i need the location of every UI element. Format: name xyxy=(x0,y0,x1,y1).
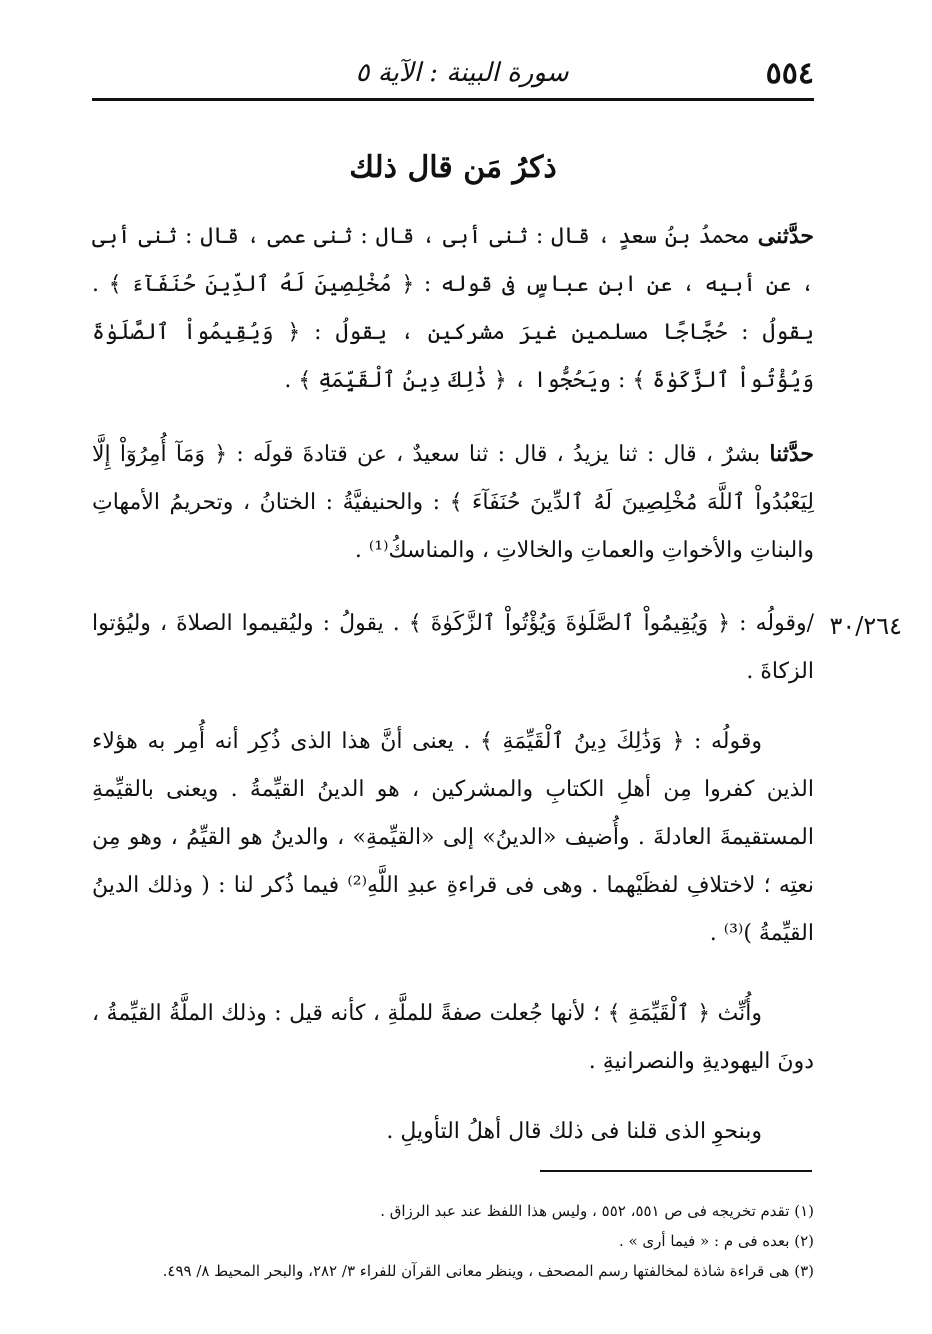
footnote-3: (٣) هى قراءة شاذة لمخالفتها رسم المصحف ، وينظر معانى القرآن للفراء ٣/ ٢٨٢، والبحر المحيط ٨/ ٤٩٩. xyxy=(162,1262,814,1280)
running-title: سورة البينة : الآية ٥ xyxy=(355,58,569,88)
paragraph-2 xyxy=(92,430,814,575)
paragraph-text: بشرٌ ، قال : ثنا يزيدُ ، قال : ثنا سعيدٌ ، عن قتادةَ قولَه : ﴿ وَمَآ أُمِرُوٓاْ إِلَّا لِيَعْبُدُواْ ٱللَّهَ مُخْلِصِينَ لَهُ ٱلدِّينَ حُنَفَآءَ ﴾ : والحنيفيَّةُ : الختانُ ، وتحريمُ الأمهاتِ والبناتِ والأخواتِ والعماتِ والخالاتِ ، والمناسكُ⁽¹⁾ . xyxy=(92,442,814,563)
paragraph-4 xyxy=(92,718,814,958)
paragraph-text: /وقولُه : ﴿ وَيُقِيمُواْ ٱلصَّلَوٰةَ وَيُؤْتُواْ ٱلزَّكَوٰةَ ﴾ . يقولُ : وليُقيموا الصلاةَ ، وليُؤتوا الزكاةَ . xyxy=(92,611,814,684)
paragraph-lead: حدَّثنى xyxy=(757,223,814,249)
paragraph-lead: حدَّثنا xyxy=(769,441,814,467)
footnote-2: (٢) بعده فى م : « فيما أرى » . xyxy=(618,1232,814,1250)
paragraph-text: وأُنِّث ﴿ ٱلْقَيِّمَةِ ﴾ ؛ لأنها جُعلت صفةً للملَّةِ ، كأنه قيل : وذلك الملَّةُ القيِّمةُ ، دونَ اليهوديةِ والنصرانيةِ . xyxy=(92,1001,814,1074)
paragraph-3 xyxy=(92,600,814,696)
footnotes xyxy=(92,1196,814,1286)
paragraph-text: وبنحوِ الذى قلنا فى ذلك قال أهلُ التأويلِ . xyxy=(386,1119,762,1144)
margin-volume-page-note: ٣٠/٢٦٤ xyxy=(829,612,902,640)
paragraph-text: محمدُ بنُ سعدٍ ، قال : ثنى أبى ، قال : ثنى عمى ، قال : ثنى أبى ، عن أبيه ، عن ابنِ عباسٍ فى قوله : ﴿ مُخْلِصِينَ لَهُ ٱلدِّينَ حُنَفَآءَ ﴾ . يقولُ : حُجَّاجًا مسلمين غيرَ مشركين ، يقولُ : ﴿ وَيُقِيمُواْ ٱلصَّلَوٰةَ وَيُؤْتُواْ ٱلزَّكَوٰةَ ﴾ : ويَحُجُّوا ، ﴿ ذَٰلِكَ دِينُ ٱلْقَيِّمَةِ ﴾ . xyxy=(92,224,814,393)
page-number: ٥٥٤ xyxy=(765,56,814,91)
section-heading: ذكرُ مَن قال ذلك xyxy=(349,150,557,185)
footnote-1: (١) تقدم تخريجه فى ص ٥٥١، ٥٥٢ ، وليس هذا اللفظ عند عبد الرزاق . xyxy=(380,1202,814,1220)
footnote-divider xyxy=(540,1170,812,1172)
paragraph-1 xyxy=(92,212,814,405)
paragraph-text: وقولُه : ﴿ وَذَٰلِكَ دِينُ ٱلْقَيِّمَةِ ﴾ . يعنى أنَّ هذا الذى ذُكِر أنه أُمِر به هؤلاء الذين كفروا مِن أهلِ الكتابِ والمشركين ، هو الدينُ القيِّمةُ . ويعنى بالقيِّمةِ المستقيمةَ العادلةَ . وأُضيف «الدينُ» إلى «القيِّمةِ» ، والدينُ هو القيِّمُ ، وهو مِن نعتِه ؛ لاختلافِ لفظَيْهما . وهى فى قراءةِ عبدِ اللَّهِ⁽²⁾ فيما ذُكر لنا : ( وذلك الدينُ القيِّمةُ )⁽³⁾ . xyxy=(92,729,815,946)
paragraph-6 xyxy=(92,1108,814,1156)
page-header xyxy=(92,50,814,101)
paragraph-5 xyxy=(92,990,814,1086)
